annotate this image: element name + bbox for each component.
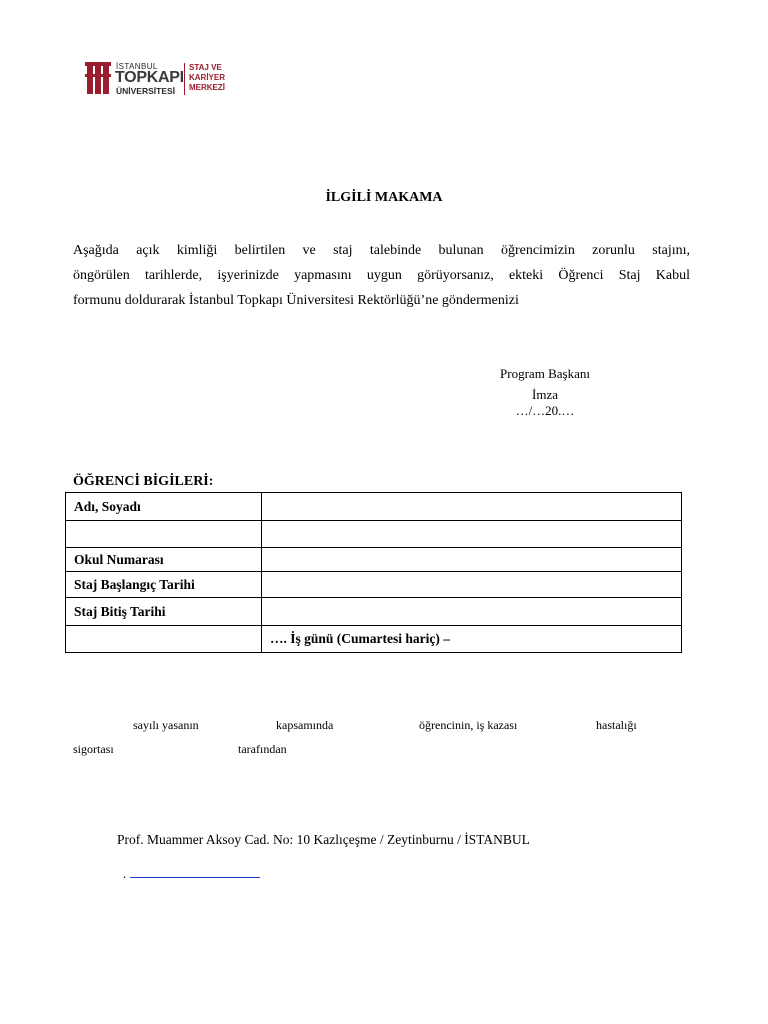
row-label xyxy=(66,521,262,548)
insurance-word: öğrencinin, iş kazası xyxy=(419,718,518,732)
row-label: Okul Numarası xyxy=(66,548,262,572)
document-title: İLGİLİ MAKAMA xyxy=(325,190,443,205)
logo-side-line3: MERKEZİ xyxy=(189,83,225,92)
insurance-word: sigortası xyxy=(73,742,114,756)
insurance-word: kapsamında xyxy=(276,718,334,732)
logo-side-line1: STAJ VE xyxy=(189,63,222,72)
body-line: formunu doldurarak İstanbul Topkapı Üniversitesi Rektörlüğü’ne göndermenizi xyxy=(73,293,519,308)
logo-line-istanbul: İSTANBUL xyxy=(116,62,158,71)
body-line: Aşağıda açık kimliği belirtilen ve staj talebinde bulunan öğrencimizin zorunlu stajını, xyxy=(73,243,690,258)
signature-date: …/…20.… xyxy=(515,403,575,418)
logo-line-universitesi: ÜNİVERSİTESİ xyxy=(116,86,176,96)
table-row xyxy=(66,626,682,653)
insurance-word: tarafından xyxy=(238,742,287,756)
row-value[interactable] xyxy=(262,548,682,572)
row-label: Adı, Soyadı xyxy=(66,493,262,521)
row-label xyxy=(66,626,262,653)
row-value[interactable] xyxy=(262,521,682,548)
row-label: Staj Bitiş Tarihi xyxy=(66,598,262,626)
logo-side-text xyxy=(189,63,225,93)
insurance-word: hastalığı xyxy=(596,718,637,732)
student-info-table xyxy=(65,492,682,653)
email-link-underline[interactable] xyxy=(130,877,260,878)
student-section-title: ÖĞRENCİ BİGİLERİ: xyxy=(73,474,214,489)
logo-side-line2: KARİYER xyxy=(189,73,226,82)
table-row xyxy=(66,572,682,598)
row-label: Staj Başlangıç Tarihi xyxy=(66,572,262,598)
logo-divider xyxy=(184,63,185,95)
university-logo xyxy=(85,62,235,96)
tower-logo-icon xyxy=(85,62,111,94)
footer-dot: . xyxy=(123,866,127,881)
logo-line-topkapi: TOPKAPI xyxy=(115,69,184,86)
row-value[interactable] xyxy=(262,598,682,626)
insurance-word: sayılı yasanın xyxy=(133,718,199,732)
row-value: …. İş günü (Cumartesi hariç) – xyxy=(262,626,682,653)
table-row xyxy=(66,493,682,521)
address-text: Prof. Muammer Aksoy Cad. No: 10 Kazlıçeşme / Zeytinburnu / İSTANBUL xyxy=(117,832,530,847)
body-paragraph xyxy=(73,238,690,313)
body-line: öngörülen tarihlerde, işyerinizde yapmasını uygun görüyorsanız, ekteki Öğrenci Staj Kabul xyxy=(73,268,690,283)
table-row xyxy=(66,521,682,548)
table-row xyxy=(66,548,682,572)
table-row xyxy=(66,598,682,626)
row-value[interactable] xyxy=(262,493,682,521)
signature-label: İmza xyxy=(532,387,558,402)
signature-role: Program Başkanı xyxy=(500,366,590,381)
row-value[interactable] xyxy=(262,572,682,598)
